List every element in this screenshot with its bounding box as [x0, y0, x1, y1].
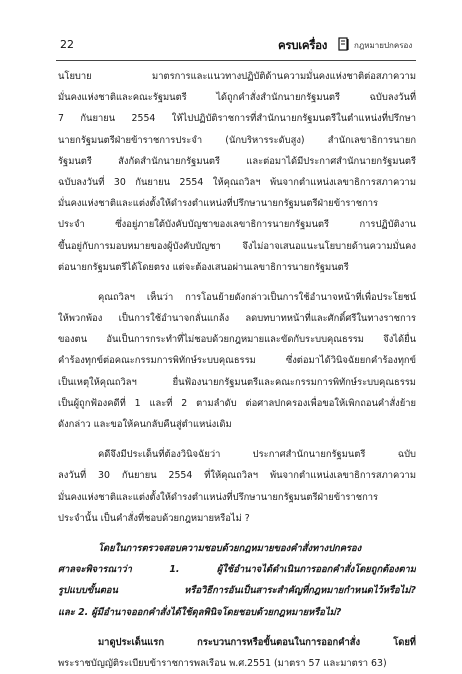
paragraph: [58, 632, 416, 674]
paragraph: [58, 287, 416, 435]
text-line: รูปแบบขั้นตอน หรือวิธีการอันเป็นสาระสำคัญที่กฎหมายกำหนดไว้หรือไม่?: [58, 585, 416, 597]
text-line: ประจำ ซึ่งอยู่ภายใต้บังคับบัญชาของเลขาธิการนายกรัฐมนตรี การปฏิบัติงาน: [58, 219, 416, 231]
text-line: คดีจึงมีประเด็นที่ต้องวินิจฉัยว่า ประกาศสำนักนายกรัฐมนตรี ฉบับ: [98, 449, 416, 461]
text-line: นโยบาย มาตรการและแนวทางปฏิบัติด้านความมั่นคงแห่งชาติต่อสภาความ: [58, 71, 416, 82]
text-line: มั่นคงแห่งชาติและแต่งตั้งให้ดำรงตำแหน่งที่ปรึกษานายกรัฐมนตรีฝ่ายข้าราชการ: [58, 491, 379, 503]
paragraph-gap: [58, 278, 416, 287]
book-icon: [338, 37, 350, 51]
text-line: 7 กันยายน 2554 ให้ไปปฏิบัติราชการที่สำนักนายกรัฐมนตรีในตำแหน่งที่ปรึกษา: [58, 113, 416, 125]
text-line: และ 2. ผู้มีอำนาจออกคำสั่งได้ใช้ดุลพินิจโดยชอบด้วยกฎหมายหรือไม่?: [58, 606, 342, 618]
logo-text: ครบเครื่อง: [278, 38, 328, 52]
text-line: ดังกล่าว และขอให้คนกลับคืนสู่ตำแหน่งเดิม: [58, 419, 232, 430]
text-line: มั่นคงแห่งชาติและแต่งตั้งให้ดำรงตำแหน่งที่ปรึกษานายกรัฐมนตรีฝ่ายข้าราชการ: [58, 198, 379, 210]
header-divider: [56, 60, 416, 61]
paragraph: [58, 444, 416, 529]
text-line: ศาลจะพิจารณาว่า 1. ผู้ใช้อำนาจได้ดำเนินการออกคำสั่งโดยถูกต้องตาม: [58, 564, 416, 576]
text-line: ของตน อันเป็นการกระทำที่ไม่ชอบด้วยกฎหมายและขัดกับระบบคุณธรรม จึงได้ยื่น: [58, 334, 416, 346]
text-line: โดยในการตรวจสอบความชอบด้วยกฎหมายของคำสั่งทางปกครอง: [98, 542, 362, 554]
body-text: [58, 66, 416, 674]
paragraph-gap: [58, 435, 416, 444]
paragraph-gap: [58, 529, 416, 538]
text-line: เป็นผู้ถูกฟ้องคดีที่ 1 และที่ 2 ตามลำดับ ต่อศาลปกครองเพื่อขอให้เพิกถอนคำสั่งย้าย: [58, 397, 416, 409]
text-line: พระราชบัญญัติระเบียบข้าราชการพลเรือน พ.ศ.2551 (มาตรา 57 และมาตรา 63): [58, 657, 387, 669]
text-line: ให้พวกพ้อง เป็นการใช้อำนาจกลั่นแกล้ง ลดบทบาทหน้าที่และศักดิ์ศรีในทางราชการ: [58, 313, 416, 325]
text-line: คำร้องทุกข์ต่อคณะกรรมการพิทักษ์ระบบคุณธรรม ซึ่งต่อมาได้วินิจฉัยยกคำร้องทุกข์: [58, 355, 416, 367]
paragraph-gap: [58, 623, 416, 632]
text-line: ลงวันที่ 30 กันยายน 2554 ที่ให้คุณถวิลฯ พ้นจากตำแหน่งเลขาธิการสภาความ: [58, 470, 416, 482]
text-line: เป็นเหตุให้คุณถวิลฯ ยื่นฟ้องนายกรัฐมนตรีและคณะกรรมการพิทักษ์ระบบคุณธรรม: [58, 376, 416, 388]
text-line: ฉบับลงวันที่ 30 กันยายน 2554 ให้คุณถวิลฯ พ้นจากตำแหน่งเลขาธิการสภาความ: [58, 176, 416, 188]
page-number: 22: [60, 38, 74, 51]
text-line: ประจำนั้น เป็นคำสั่งที่ชอบด้วยกฎหมายหรือไม่ ?: [58, 512, 250, 524]
paragraph: [58, 538, 416, 623]
page-header: [0, 36, 462, 60]
book-logo: [278, 36, 418, 58]
paragraph: [58, 66, 416, 278]
text-line: มาดูประเด็นแรก กระบวนการหรือขั้นตอนในการออกคำสั่ง โดยที่: [98, 636, 416, 648]
logo-subtitle: กฎหมายปกครอง: [354, 41, 413, 50]
text-line: คุณถวิลฯ เห็นว่า การโอนย้ายดังกล่าวเป็นการใช้อำนาจหน้าที่เพื่อประโยชน์: [98, 291, 416, 303]
text-line: ขึ้นอยู่กับการมอบหมายของผู้บังคับบัญชา จึงไม่อาจเสนอแนะนโยบายด้านความมั่นคง: [58, 240, 416, 252]
text-line: ต่อนายกรัฐมนตรีได้โดยตรง แต่จะต้องเสนอผ่านเลขาธิการนายกรัฐมนตรี: [58, 261, 349, 273]
text-line: มั่นคงแห่งชาติและคณะรัฐมนตรี ได้ถูกคำสั่งสำนักนายกรัฐมนตรี ฉบับลงวันที่: [58, 92, 416, 104]
text-line: รัฐมนตรี สังกัดสำนักนายกรัฐมนตรี และต่อมาได้มีประกาศสำนักนายกรัฐมนตรี: [58, 155, 416, 167]
text-line: นายกรัฐมนตรีฝ่ายข้าราชการประจำ (นักบริหารระดับสูง) สำนักเลขาธิการนายก: [58, 134, 416, 146]
